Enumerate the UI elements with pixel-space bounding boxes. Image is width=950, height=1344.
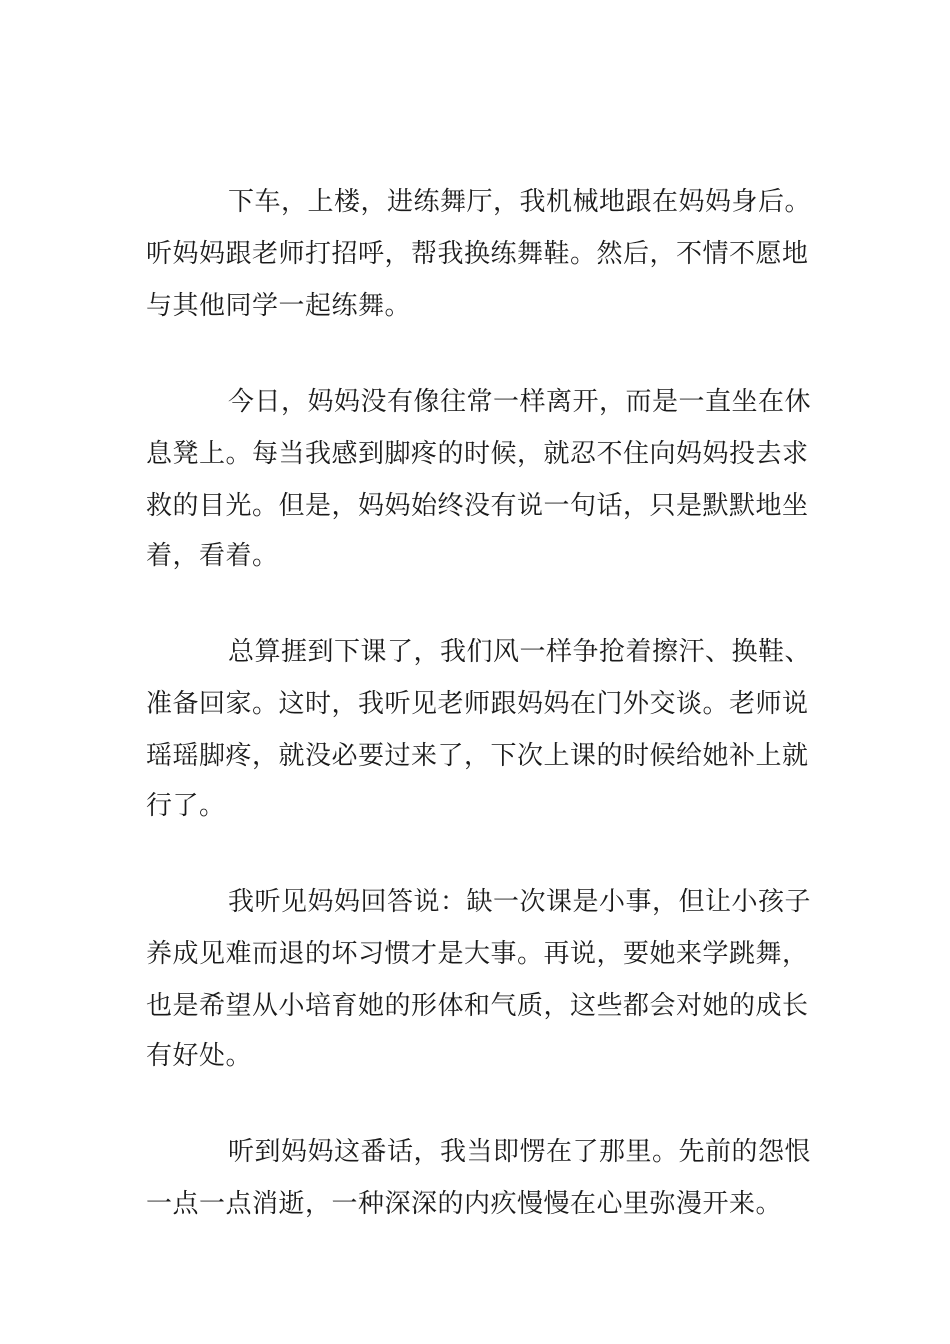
paragraph-line: 下车，上楼，进练舞厅，我机械地跟在妈妈身后。 xyxy=(228,187,812,217)
paragraph-line: 着，看着。 xyxy=(146,541,279,571)
paragraph-line: 听到妈妈这番话，我当即愣在了那里。先前的怨恨 xyxy=(228,1137,812,1167)
paragraph-line: 也是希望从小培育她的形体和气质，这些都会对她的成长 xyxy=(146,991,809,1021)
paragraph-line: 准备回家。这时，我听见老师跟妈妈在门外交谈。老师说 xyxy=(146,689,809,719)
paragraph-line: 与其他同学一起练舞。 xyxy=(146,291,412,321)
paragraph-line: 救的目光。但是，妈妈始终没有说一句话，只是默默地坐 xyxy=(146,491,809,521)
paragraph-line: 行了。 xyxy=(146,791,226,821)
paragraph-line: 息凳上。每当我感到脚疼的时候，就忍不住向妈妈投去求 xyxy=(146,439,809,469)
paragraph-line: 我听见妈妈回答说：缺一次课是小事，但让小孩子 xyxy=(228,887,812,917)
paragraph-line: 听妈妈跟老师打招呼，帮我换练舞鞋。然后，不情不愿地 xyxy=(146,239,809,269)
paragraph-line: 一点一点消逝，一种深深的内疚慢慢在心里弥漫开来。 xyxy=(146,1189,783,1219)
paragraph-line: 有好处。 xyxy=(146,1041,253,1071)
paragraph-line: 瑶瑶脚疼，就没必要过来了，下次上课的时候给她补上就 xyxy=(146,741,809,771)
paragraph-line: 今日，妈妈没有像往常一样离开，而是一直坐在休 xyxy=(228,387,812,417)
paragraph-line: 养成见难而退的坏习惯才是大事。再说，要她来学跳舞， xyxy=(146,939,809,969)
paragraph-line: 总算捱到下课了，我们风一样争抢着擦汗、换鞋、 xyxy=(228,637,812,667)
